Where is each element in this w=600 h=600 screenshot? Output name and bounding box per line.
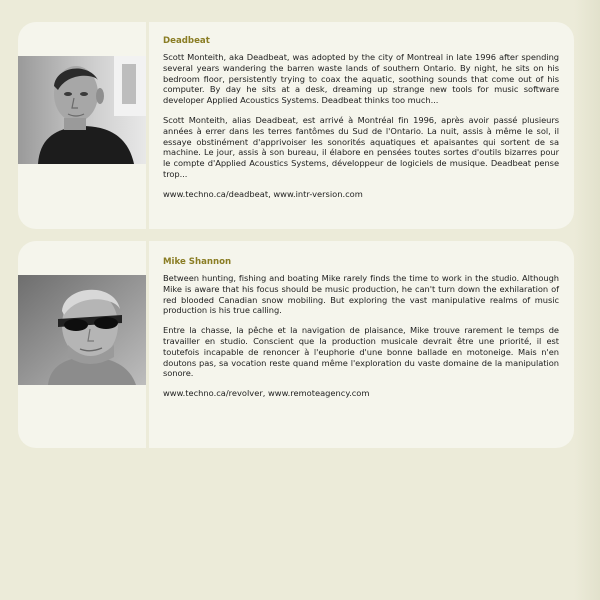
artist-card-mike-shannon	[18, 241, 574, 448]
artist-name: Mike Shannon	[163, 257, 232, 267]
card-divider	[146, 22, 149, 229]
page-edge	[574, 0, 600, 600]
bio-french: Scott Monteith, alias Deadbeat, est arrivé à Montréal fin 1996, après avoir passé plusieurs années à errer dans les terres fantômes du Sud de l'Ontario. La nuit, assis à même le sol, il essaye obstinément d'apprivoiser les sonorités aquatiques et apaisantes qui sortent de sa machine. Le jour, assis à son bureau, il élabore en pensées toutes sortes d'outils bizarres pour le compte d'Applied Acoustics Systems, développeur de logiciels de musique. Deadbeat pense trop...	[163, 114, 559, 179]
bio-french: Entre la chasse, la pêche et la navigation de plaisance, Mike trouve rarement le temps de travailler en studio. Conscient que la production musicale devrait être une priorité, il est toutefois incapable de renoncer à l'euphorie d'une bonne ballade en motoneige. Mais n'en doutons pas, sa vocation reste quand même l'exploration du vaste domaine de la manipulation sonore.	[163, 325, 559, 379]
artist-links: www.techno.ca/deadbeat, www.intr-version.com	[163, 188, 363, 199]
artist-name: Deadbeat	[163, 36, 210, 46]
artist-links: www.techno.ca/revolver, www.remoteagency.com	[163, 388, 370, 399]
artist-photo-deadbeat	[18, 56, 146, 164]
artist-text	[163, 36, 559, 200]
artist-photo-mike-shannon	[18, 275, 146, 385]
artist-card-deadbeat	[18, 22, 574, 229]
artist-text	[163, 257, 559, 399]
card-divider	[146, 241, 149, 448]
portrait-image	[18, 275, 146, 385]
bio-english: Between hunting, fishing and boating Mike rarely finds the time to work in the studio. Although Mike is aware that his focus should be music production, he can't turn down the exhilaration of red blooded Canadian snow mobiling. But exploring the vast manipulative realms of music production is his true calling.	[163, 273, 559, 316]
bio-english: Scott Monteith, aka Deadbeat, was adopted by the city of Montreal in late 1996 after spending several years wandering the barren waste lands of southern Ontario. By night, he sits on his bedroom floor, persistently trying to coax the aquatic, soothing sounds that come out of his computer. By day he sits at a desk, dreaming up strange new tools for music software developer Applied Acoustics Systems. Deadbeat thinks too much...	[163, 52, 559, 106]
portrait-image	[18, 56, 146, 164]
